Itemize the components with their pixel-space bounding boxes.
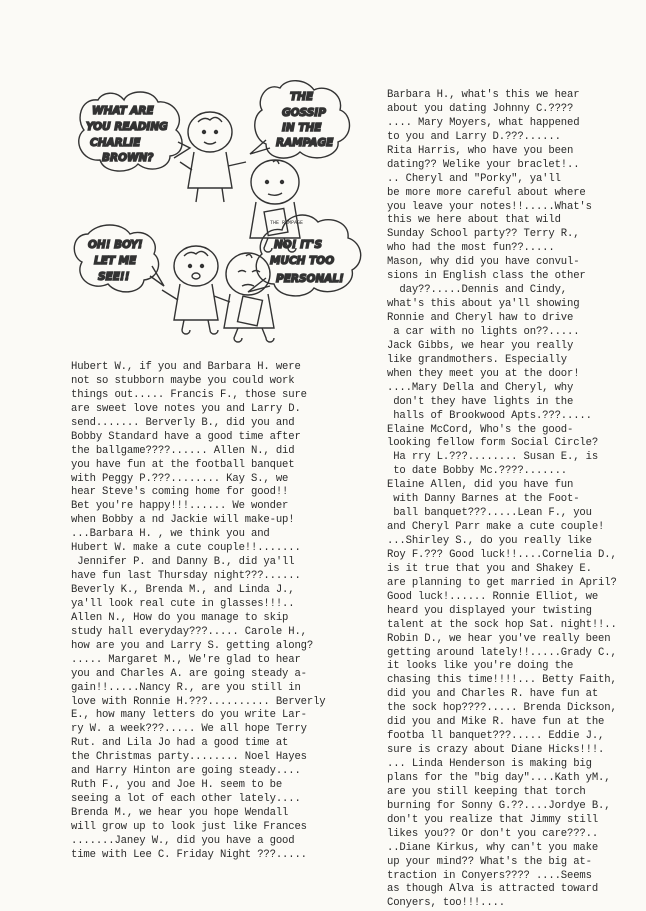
right-column-line: this we here about that wild — [387, 214, 561, 227]
right-column-line: chasing this time!!!!... Betty Faith, — [387, 674, 617, 687]
left-column-line: with Peggy P.???........ Kay S., we — [71, 472, 289, 485]
right-column-line: is it true that you and Shakey E. — [387, 562, 592, 575]
bubble-4-line-1: NO! IT'S — [274, 239, 323, 251]
right-column-line: ...Shirley S., do you really like — [387, 535, 592, 547]
right-column-line: as though Alva is attracted toward — [387, 883, 599, 896]
right-column-line: getting around lately!!.....Grady C., — [387, 646, 617, 659]
linus-figure-top — [180, 112, 246, 202]
left-column-line: the Christmas party........ Noel Hayes — [71, 751, 307, 764]
left-column-line: Jennifer P. and Danny B., did ya'll — [71, 556, 295, 569]
right-column-line: be more more careful about where — [387, 186, 586, 199]
bubble-1-line-3: CHARLIE — [90, 137, 141, 149]
left-column-line: Beverly K., Brenda M., and Linda J., — [71, 584, 295, 596]
left-column-line: ry W. a week???..... We all hope Terry — [71, 723, 307, 736]
right-column-line: .. Cheryl and "Porky", ya'll — [387, 172, 561, 185]
right-column-line: Ha rry L.???........ Susan E., is — [387, 451, 599, 464]
right-column-line: plans for the "big day"....Kath yM., — [387, 771, 611, 784]
right-column-line: Robin D., we hear you've really been — [387, 632, 611, 645]
right-column-line: up your mind?? What's the big at- — [387, 855, 592, 868]
bubble-2-line-3: IN THE — [282, 122, 322, 134]
right-column-line: footba ll banquet???..... Eddie J., — [387, 730, 605, 743]
right-column-line: likes you?? Or don't you care???.. — [387, 827, 599, 840]
right-column-line: Conyers, too!!!.... — [387, 897, 505, 910]
bubble-3-line-3: SEE!! — [98, 271, 130, 283]
right-column-line: to you and Larry D.???...... — [387, 130, 561, 143]
right-column-line: traction in Conyers???? ....Seems — [387, 869, 592, 882]
right-column-line: about you dating Johnny C.???? — [387, 102, 574, 115]
bubble-2-line-2: GOSSIP — [282, 107, 326, 119]
left-column-line: when Bobby a nd Jackie will make-up! — [71, 514, 295, 527]
right-column-line: did you and Mike R. have fun at the — [387, 716, 605, 729]
left-gossip-column — [71, 361, 361, 863]
left-column-line: E., how many letters do you write Lar- — [71, 709, 307, 722]
bubble-3-line-2: LET ME — [94, 255, 137, 267]
left-column-line: seeing a lot of each other lately.... — [71, 793, 301, 806]
right-column-line: looking fellow form Social Circle? — [387, 437, 599, 450]
right-column-line: Sunday School party?? Terry R., — [387, 228, 580, 241]
bubble-2-line-4: RAMPAGE — [276, 137, 334, 149]
right-column-line: sions in English class the other — [387, 270, 586, 283]
left-column-line: things out..... Francis F., those sure — [71, 388, 307, 401]
right-column-line: Barbara H., what's this we hear — [387, 89, 580, 101]
right-column-line: Elaine Allen, did you have fun — [387, 479, 574, 492]
left-column-line: Bobby Standard have a good time after — [71, 430, 301, 443]
left-column-line: you have fun at the football banquet — [71, 458, 295, 471]
right-column-line: halls of Brookwood Apts.???..... — [387, 409, 592, 422]
right-column-line: it looks like you're doing the — [387, 660, 574, 673]
bubble-1-line-4: BROWN? — [102, 152, 154, 164]
right-column-line: sure is crazy about Diane Hicks!!!. — [387, 744, 605, 757]
left-column-line: have fun last Thursday night???...... — [71, 570, 301, 583]
peanuts-cartoon — [70, 70, 370, 345]
right-column-line: don't they have lights in the — [387, 395, 574, 408]
linus-figure-bottom — [162, 246, 230, 334]
bubble-4-line-3: PERSONAL! — [276, 273, 344, 285]
left-column-line: the ballgame????...... Allen N., did — [71, 444, 295, 457]
right-column-line: did you and Charles R. have fun at — [387, 688, 599, 701]
charlie-brown-figure-bottom — [224, 253, 274, 342]
right-column-line: burning for Sonny G.??....Jordye B., — [387, 799, 611, 812]
left-column-line: ...Barbara H. , we think you and — [71, 528, 270, 541]
left-column-line: not so stubborn maybe you could work — [71, 374, 295, 387]
right-column-line: and Cheryl Parr make a cute couple! — [387, 521, 605, 534]
right-column-line: like grandmothers. Especially — [387, 353, 568, 366]
right-column-line: Elaine McCord, Who's the good- — [387, 423, 574, 436]
left-column-line: hear Steve's coming home for good!! — [71, 486, 289, 499]
right-column-line: don't you realize that Jimmy still — [387, 813, 599, 826]
right-column-line: are you still keeping that torch — [387, 785, 586, 798]
bubble-1-line-1: WHAT ARE — [92, 105, 154, 117]
left-column-line: time with Lee C. Friday Night ???..... — [71, 848, 307, 861]
left-column-line: gain!!.....Nancy R., are you still in — [71, 681, 301, 694]
right-column-line: ball banquet???.....Lean F., you — [387, 507, 592, 520]
right-column-line: .... Mary Moyers, what happened — [387, 116, 580, 129]
left-column-line: love with Ronnie H.???.......... Berverly — [71, 695, 326, 708]
right-column-line: heard you displayed your twisting — [387, 604, 592, 617]
right-column-line: Ronnie and Cheryl haw to drive — [387, 312, 574, 324]
left-column-line: Brenda M., we hear you hope Wendall — [71, 807, 289, 819]
left-column-line: Rut. and Lila Jo had a good time at — [71, 737, 289, 750]
right-column-line: Roy F.??? Good luck!!....Cornelia D., — [387, 548, 617, 561]
left-column-line: ya'll look real cute in glasses!!!.. — [71, 597, 295, 610]
right-column-line: who had the most fun??..... — [387, 242, 555, 255]
left-column-line: will grow up to look just like Frances — [71, 820, 307, 833]
right-column-line: day??.....Dennis and Cindy, — [387, 284, 568, 297]
left-column-line: you and Charles A. are going steady a- — [71, 667, 307, 680]
left-column-line: are sweet love notes you and Larry D. — [71, 402, 301, 415]
right-column-line: Rita Harris, who have you been — [387, 144, 574, 157]
right-column-line: dating?? Welike your braclet!.. — [387, 158, 580, 171]
left-column-line: study hall everyday???..... Carole H., — [71, 625, 307, 638]
right-column-line: talent at the sock hop Sat. night!!.. — [387, 618, 617, 631]
right-column-line: what's this about ya'll showing — [387, 298, 580, 311]
right-column-line: to date Bobby Mc.????....... — [387, 465, 568, 478]
right-column-line: Mason, why did you have convul- — [387, 256, 580, 269]
right-column-line: the sock hop????..... Brenda Dickson, — [387, 702, 617, 715]
left-column-line: how are you and Larry S. getting along? — [71, 639, 314, 652]
right-column-line: Good luck!...... Ronnie Elliot, we — [387, 590, 599, 603]
left-column-line: Hubert W. make a cute couple!!....... — [71, 542, 301, 555]
right-column-line: you leave your notes!!.....What's — [387, 200, 592, 213]
right-column-line: ... Linda Henderson is making big — [387, 758, 592, 770]
paper-label-top: THE RAMPAGE — [270, 220, 304, 226]
right-gossip-column — [387, 89, 637, 911]
bubble-4-line-2: MUCH TOO — [270, 255, 335, 267]
right-column-line: a car with no lights on??..... — [387, 325, 580, 338]
right-column-line: with Danny Barnes at the Foot- — [387, 493, 580, 506]
bubble-3-line-1: OH! BOY! — [88, 239, 143, 251]
left-column-line: Hubert W., if you and Barbara H. were — [71, 361, 301, 373]
left-column-line: .......Janey W., did you have a good — [71, 834, 295, 847]
right-column-line: Jack Gibbs, we hear you really — [387, 339, 574, 352]
left-column-line: Bet you're happy!!!...... We wonder — [71, 500, 289, 513]
right-column-line: when they meet you at the door! — [387, 367, 580, 380]
left-column-line: Allen N., How do you manage to skip — [71, 611, 289, 624]
right-column-line: ..Diane Kirkus, why can't you make — [387, 841, 599, 854]
left-column-line: and Harry Hinton are going steady.... — [71, 765, 301, 778]
bubble-1-line-2: YOU READING — [86, 121, 168, 133]
left-column-line: ..... Margaret M., We're glad to hear — [71, 653, 301, 666]
bubble-2-line-1: THE — [290, 91, 314, 103]
right-column-line: ....Mary Della and Cheryl, why — [387, 381, 574, 394]
left-column-line: send....... Berverly B., did you and — [71, 416, 295, 429]
right-column-line: are planning to get married in April? — [387, 576, 617, 589]
left-column-line: Ruth F., you and Joe H. seem to be — [71, 779, 283, 792]
